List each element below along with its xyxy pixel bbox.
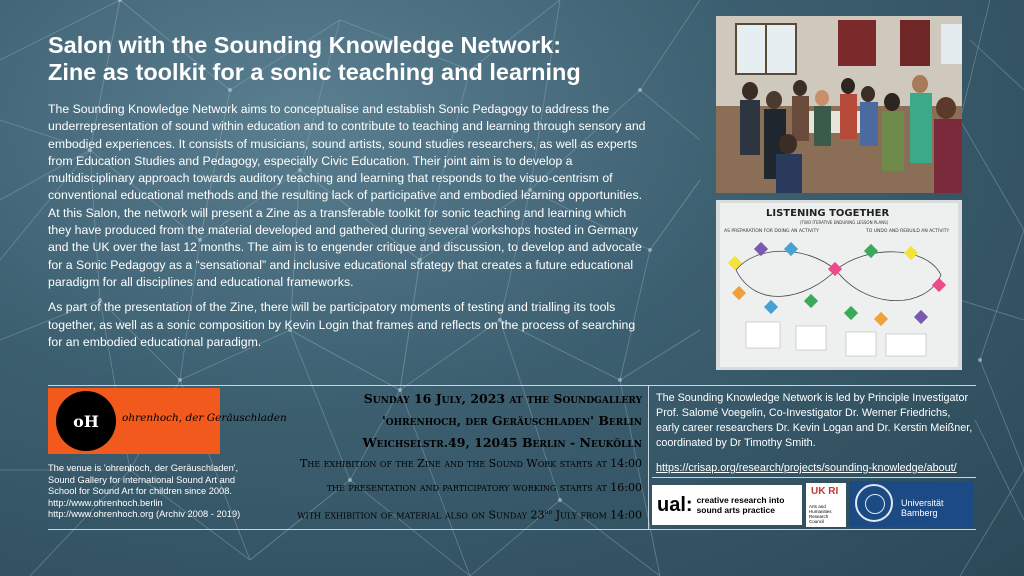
ukri-logo — [806, 483, 846, 527]
intro-paragraph-1: The Sounding Knowledge Network aims to conceptualise and establish Sonic Pedagogy to address the underrepresentation of sound within education and to contribute to teaching and learning through sensory and embodied experiences. It consists of musicians, sound artists, sound studies researchers, as well as experts from Education Studies and Pedagogy, especially Civic Education. Their joint aim is to develop a multidisciplinary approach towards auditory teaching and learning that responds to the visuo-centrism of conventional educational methods and the resulting lack of participative and embodied learning opportunities. At this Salon, the network will present a Zine as a transferable toolkit for sonic teaching and learning which they have produced from the material developed and gathered during several workshops hosted in Germany and the UK over the last 12 months. The aim is to engender critique and discussion, to develop and advocate for a Sonic Pedagogy as a “sensational” and inclusive educational strategy that creates a future educational paradigm for all disciplines and educational frameworks. — [48, 102, 646, 289]
event-time-exhibition: The exhibition of the Zine and the Sound Work starts at 14:00 — [300, 457, 642, 470]
bamberg-logo — [849, 481, 973, 527]
event-time3-pre: with exhibition of material also on Sunday 23 — [297, 508, 545, 522]
ual-logo-text — [697, 495, 785, 515]
event-time-second-exhibition — [297, 505, 642, 523]
venue-info-line: The venue is 'ohrenhoch, der Geräuschladen', — [48, 463, 239, 473]
event-time3-post: July from 14:00 — [552, 508, 642, 522]
venue-link-berlin[interactable]: http://www.ohrenhoch.berlin — [48, 497, 163, 508]
divider-vertical — [648, 385, 649, 529]
ual-logo-mark: ual: — [657, 493, 693, 516]
workshop-photo — [716, 16, 962, 193]
network-led-text: The Sounding Knowledge Network is led by Principle Investigator Prof. Salomé Voegelin, Co-Investigator Dr. Werner Friedrichs, early career researchers Dr. Kevin Logan and Dr. Kerstin Meißner, coordinated by Dr Timothy Smith. — [656, 392, 973, 449]
venue-info — [48, 463, 288, 521]
ual-line-1: creative research into — [696, 495, 785, 505]
ukri-logo-mark: UK RI — [811, 486, 839, 497]
whiteboard-photo — [716, 200, 962, 370]
event-time3-sup: rd — [544, 508, 553, 516]
bamberg-logo-text: Universität Bamberg — [901, 498, 944, 518]
divider-right-mid — [652, 477, 976, 478]
event-place: 'ohrenhoch, der Geräuschladen' Berlin — [381, 413, 642, 428]
event-details — [297, 391, 642, 533]
event-date: Sunday 16 July, 2023 at the Soundgallery — [363, 391, 642, 406]
network-info — [656, 391, 976, 476]
title-line-2: Zine as toolkit for a sonic teaching and learning — [48, 59, 581, 85]
ual-logo — [652, 485, 802, 525]
ukri-logo-text: Arts and Humanities Research Council — [809, 504, 832, 524]
venue-logo-mark: oH — [56, 391, 116, 451]
whiteboard-sub: (TWO ITERATIVE ENDURING LESSON PLANS) — [800, 220, 889, 225]
whiteboard-left-note: AS PREPARATION FOR DOING AN ACTIVITY — [724, 229, 819, 234]
page-title — [48, 32, 648, 86]
intro-text — [48, 101, 648, 359]
venue-link-archive[interactable]: http://www.ohrenhoch.org (Archiv 2008 - 2019) — [48, 509, 241, 520]
whiteboard-heading: LISTENING TOGETHER — [766, 208, 890, 219]
title-line-1: Salon with the Sounding Knowledge Network: — [48, 32, 562, 58]
venue-logo-name: ohrenhoch, der Geräuschladen — [122, 412, 287, 424]
network-url-link[interactable]: https://crisap.org/research/projects/sounding-knowledge/about/ — [656, 462, 957, 474]
ual-line-2: sound arts practice — [696, 505, 775, 515]
intro-paragraph-2: As part of the presentation of the Zine, there will be participatory moments of testing and trialling its tools together, as well as a sonic composition by Kevin Login that frames and reflects on the process of searching for an embodied educational paradigm. — [48, 300, 636, 349]
bamberg-seal-icon — [855, 484, 893, 522]
venue-info-line: Sound Gallery for international Sound Art and — [48, 474, 236, 485]
divider-top — [48, 385, 976, 386]
event-address: Weichselstr.49, 12045 Berlin - Neukölln — [362, 435, 642, 450]
whiteboard-right-note: TO UNDO AND REBUILD AN ACTIVITY — [866, 229, 950, 234]
venue-logo — [48, 388, 287, 454]
venue-info-line: School for Sound Art for children since 2008. — [48, 486, 232, 497]
event-time-presentation: the presentation and participatory working starts at 16:00 — [326, 481, 642, 494]
